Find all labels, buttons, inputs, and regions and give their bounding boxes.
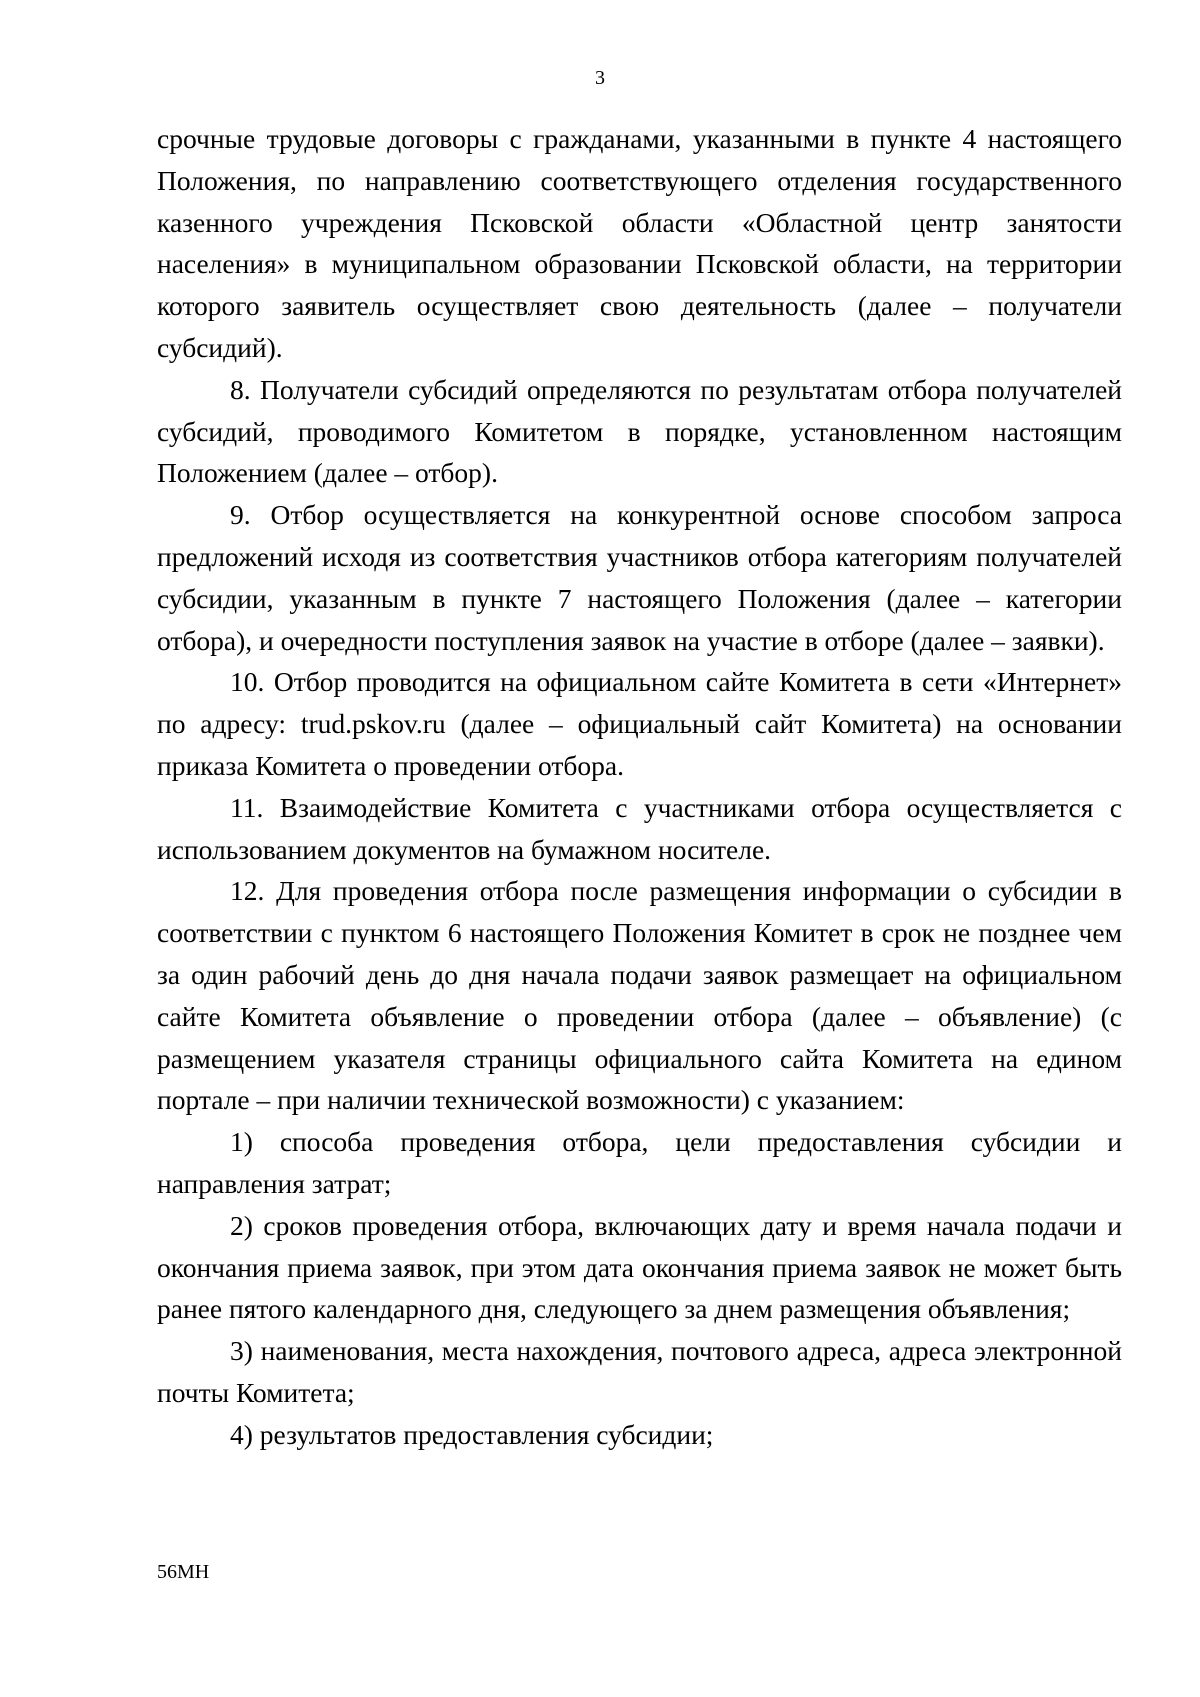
paragraph-continuation: срочные трудовые договоры с гражданами, указанными в пункте 4 настоящего Положения, по направлению соответствующего отделения государственного казенного учреждения Псковской области «Областной центр занятости населения» в муниципальном образовании Псковской области, на территории которого заявитель осуществляет свою деятельность (далее – получатели субсидий).: [157, 123, 1122, 363]
footer-document-code: 56МН: [157, 1561, 210, 1583]
subitem-4: 4) результатов предоставления субсидии;: [230, 1418, 714, 1450]
paragraph-item-9: 9. Отбор осуществляется на конкурентной основе способом запроса предложений исходя из соответствия участников отбора категориям получателей субсидии, указанным в пункте 7 настоящего Положения (далее – категории отбора), и очередности поступления заявок на участие в отборе (далее – заявки).: [157, 499, 1122, 656]
paragraph-item-11: 11. Взаимодействие Комитета с участниками отбора осуществляется с использованием документов на бумажном носителе.: [157, 791, 1122, 865]
subitem-2: 2) сроков проведения отбора, включающих дату и время начала подачи и окончания приема заявок, при этом дата окончания приема заявок не может быть ранее пятого календарного дня, следующего за днем размещения объявления;: [157, 1209, 1122, 1325]
subitem-3: 3) наименования, места нахождения, почтового адреса, адреса электронной почты Комитета;: [157, 1335, 1122, 1408]
paragraph-item-10: 10. Отбор проводится на официальном сайте Комитета в сети «Интернет» по адресу: trud.pskov.ru (далее – официальный сайт Комитета) на основании приказа Комитета о проведении отбора.: [157, 666, 1122, 781]
document-body: [157, 118, 1122, 1456]
paragraph-item-12: 12. Для проведения отбора после размещения информации о субсидии в соответствии с пунктом 6 настоящего Положения Комитет в срок не позднее чем за один рабочий день до дня начала подачи заявок размещает на официальном сайте Комитета объявление о проведении отбора (далее – объявление) (с размещением указателя страницы официального сайта Комитета на едином портале – при наличии технической возможности) с указанием:: [157, 875, 1122, 1116]
page-number: 3: [595, 67, 605, 89]
subitem-1: 1) способа проведения отбора, цели предоставления субсидии и направления затрат;: [157, 1126, 1122, 1199]
paragraph-item-8: 8. Получатели субсидий определяются по результатам отбора получателей субсидий, проводимого Комитетом в порядке, установленном настоящим Положением (далее – отбор).: [157, 373, 1122, 489]
